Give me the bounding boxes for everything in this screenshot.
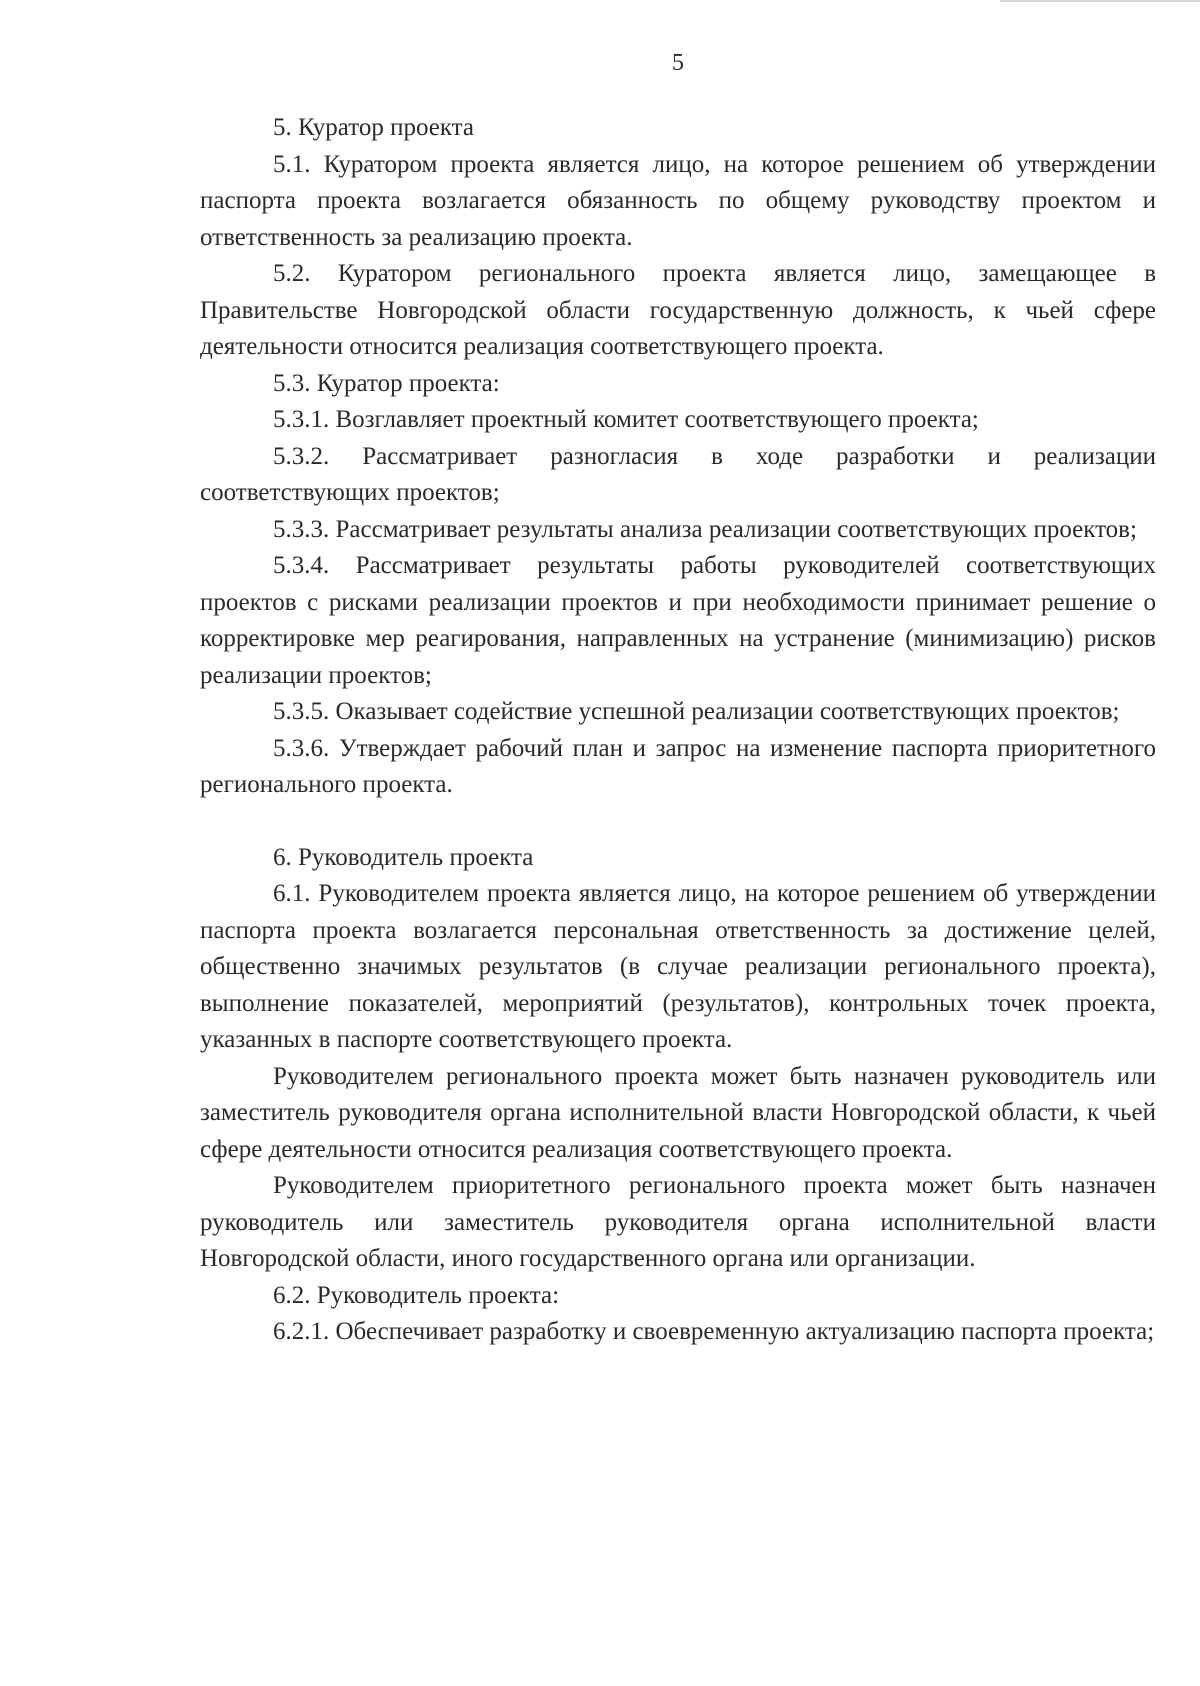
page-number: 5 (672, 50, 684, 76)
paragraph-5-1: 5.1. Куратором проекта является лицо, на которое решением об утверждении паспорта проекта возлагается обязанность по общему руководству проектом и ответственность за реализацию проекта. (200, 150, 1156, 251)
paragraph-5-3: 5.3. Куратор проекта: (273, 369, 500, 397)
paragraph-5-3-6: 5.3.6. Утверждает рабочий план и запрос на изменение паспорта приоритетного регионального проекта. (200, 734, 1156, 798)
scan-edge-line (1000, 0, 1200, 2)
document-body (200, 110, 1156, 1351)
paragraph-5-3-1: 5.3.1. Возглавляет проектный комитет соответствующего проекта; (273, 406, 979, 433)
section-6-heading: 6. Руководитель проекта (273, 843, 534, 871)
paragraph-6-2-1: 6.2.1. Обеспечивает разработку и своевременную актуализацию паспорта проекта; (273, 1318, 1155, 1345)
paragraph-5-3-5: 5.3.5. Оказывает содействие успешной реализации соответствующих проектов; (273, 698, 1120, 725)
paragraph-6-1-regional: Руководителем регионального проекта может быть назначен руководитель или заместитель руководителя органа исполнительной власти Новгородской области, к чьей сфере деятельности относится реализация соответствующего проекта. (200, 1062, 1156, 1163)
paragraph-5-2: 5.2. Куратором регионального проекта является лицо, замещающее в Правительстве Новгородской области государственную должность, к чьей сфере деятельности относится реализация соответствующего проекта. (200, 260, 1156, 360)
paragraph-5-3-3: 5.3.3. Рассматривает результаты анализа реализации соответствующих проектов; (273, 515, 1137, 543)
section-5-heading: 5. Куратор проекта (273, 114, 475, 141)
paragraph-6-1-priority: Руководителем приоритетного регионального проекта может быть назначен руководитель или заместитель руководителя органа исполнительной власти Новгородской области, иного государственного органа или организации. (200, 1172, 1156, 1272)
paragraph-6-1: 6.1. Руководителем проекта является лицо, на которое решением об утверждении паспорта проекта возлагается персональная ответственность за достижение целей, общественно значимых результатов (в случае реализации регионального проекта), выполнение показателей, мероприятий (результатов), контрольных точек проекта, указанных в паспорте соответствующего проекта. (200, 880, 1156, 1053)
paragraph-5-3-2: 5.3.2. Рассматривает разногласия в ходе разработки и реализации соответствующих проектов; (200, 442, 1156, 506)
paragraph-6-2: 6.2. Руководитель проекта: (273, 1281, 560, 1309)
paragraph-5-3-4: 5.3.4. Рассматривает результаты работы руководителей соответствующих проектов с рисками реализации проектов и при необходимости принимает решение о корректировке мер реагирования, направленных на устранение (минимизацию) рисков реализации проектов; (200, 552, 1156, 689)
